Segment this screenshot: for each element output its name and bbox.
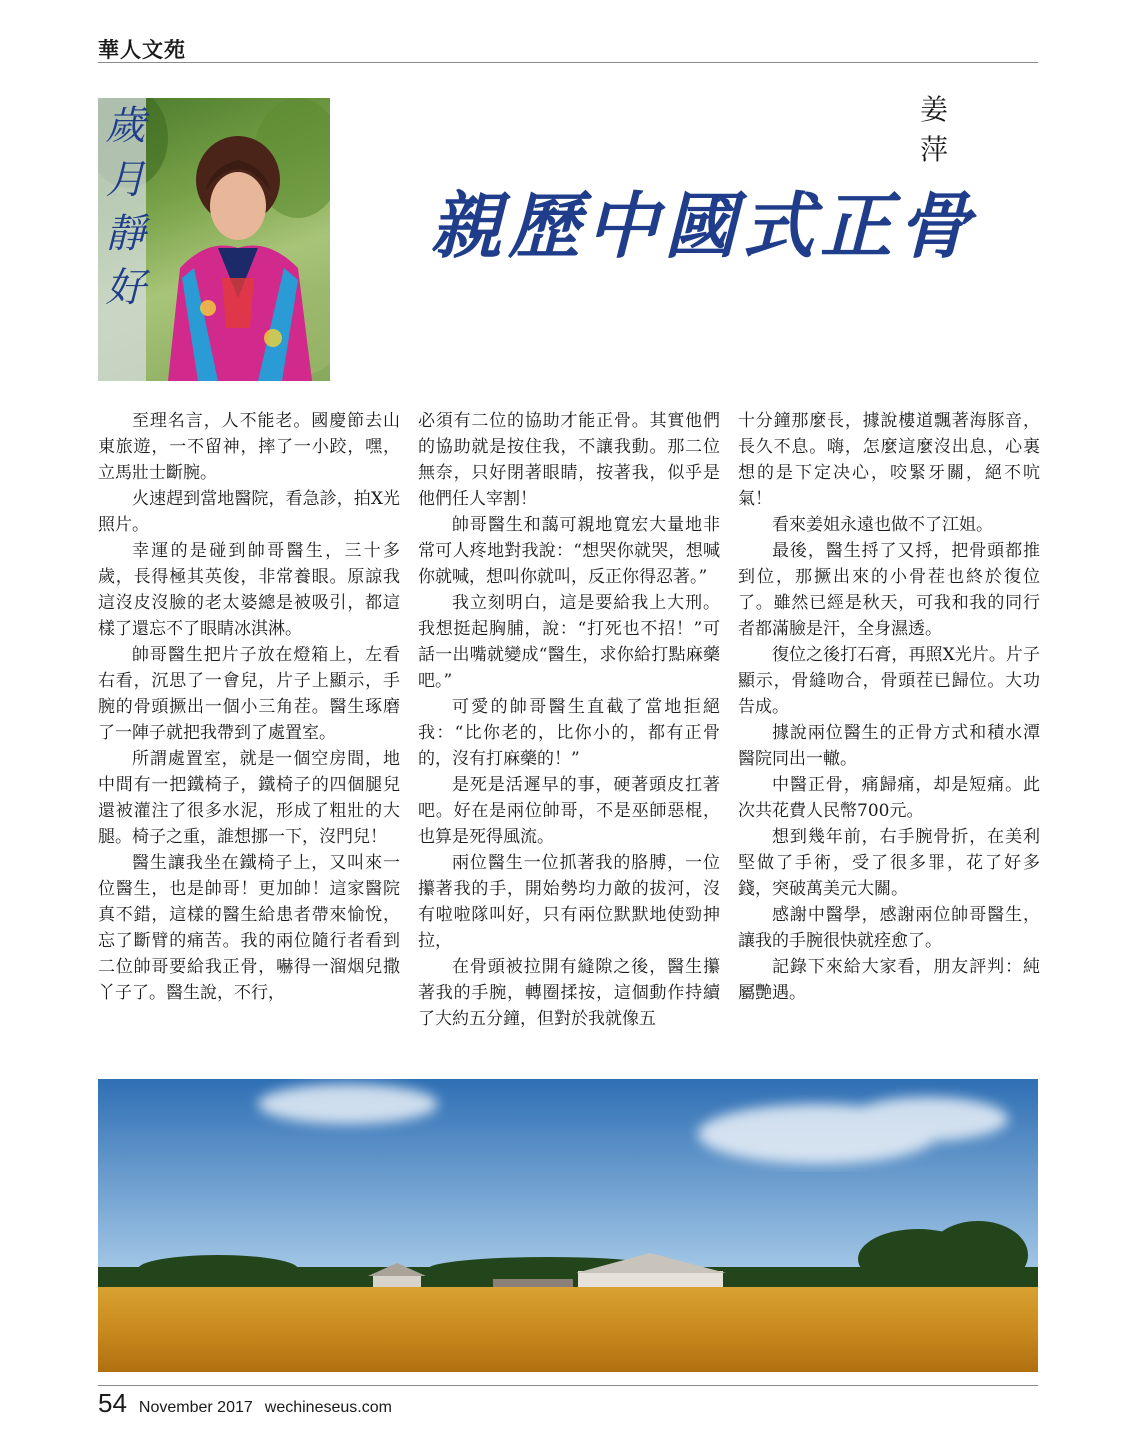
series-title: 歲月靜好 [99, 104, 145, 320]
paragraph: 所謂處置室，就是一個空房間，地中間有一把鐵椅子，鐵椅子的四個腿兒還被灌注了很多水泥，形成了粗壯的大腿。椅子之重，誰想挪一下，沒門兒！ [98, 749, 400, 847]
paragraph: 看來姜姐永遠也做不了江姐。 [772, 515, 993, 535]
paragraph: 幸運的是碰到帥哥醫生，三十多歲，長得極其英俊，非常養眼。原諒我這沒皮沒臉的老太婆總是被吸引，都這樣了還忘不了眼睛冰淇淋。 [98, 541, 400, 639]
page-footer [98, 1388, 392, 1419]
paragraph: 想到幾年前，右手腕骨折，在美利堅做了手術，受了很多罪，花了好多錢，突破萬美元大關。 [738, 827, 1040, 899]
paragraph: 最後，醫生捋了又捋，把骨頭都推到位，那撅出來的小骨茬也終於復位了。雖然已經是秋天，可我和我的同行者都滿臉是汗，全身濕透。 [738, 541, 1040, 639]
text-column-2 [418, 408, 720, 1032]
paragraph: 帥哥醫生把片子放在燈箱上，左看右看，沉思了一會兒，片子上顯示，手腕的骨頭撅出一個小三角茬。醫生琢磨了一陣子就把我帶到了處置室。 [98, 645, 400, 743]
paragraph: 感謝中醫學，感謝兩位帥哥醫生，讓我的手腕很快就痊愈了。 [738, 905, 1040, 951]
paragraph: 兩位醫生一位抓著我的胳膊，一位攥著我的手，開始勢均力敵的拔河，沒有啦啦隊叫好，只有兩位默默地使勁抻拉， [418, 853, 720, 951]
farm-landscape-photo [98, 1079, 1038, 1372]
paragraph: 火速趕到當地醫院，看急診，拍X光照片。 [98, 489, 400, 535]
page-number: 54 [98, 1388, 127, 1418]
paragraph: 可愛的帥哥醫生直截了當地拒絕我：“比你老的，比你小的，都有正骨的，沒有打麻藥的！” [418, 697, 720, 769]
footer-divider [98, 1385, 1038, 1386]
paragraph: 是死是活遲早的事，硬著頭皮扛著吧。好在是兩位帥哥，不是巫師惡棍，也算是死得風流。 [418, 775, 720, 847]
paragraph: 至理名言，人不能老。國慶節去山東旅遊，一不留神，摔了一小跤，嘿，立馬壯士斷腕。 [98, 411, 400, 483]
paragraph: 在骨頭被拉開有縫隙之後，醫生攥著我的手腕，轉圈揉按，這個動作持續了大約五分鐘，但對於我就像五 [418, 957, 720, 1029]
article-title: 親歷中國式正骨 [430, 183, 977, 268]
series-title-strip [98, 98, 146, 381]
header-divider [98, 62, 1038, 63]
text-column-1 [98, 408, 400, 1032]
author-photo [98, 98, 330, 381]
farm-landscape-illustration [98, 1079, 1038, 1372]
paragraph: 我立刻明白，這是要給我上大刑。我想挺起胸脯，說：“打死也不招！”可話一出嘴就變成“醫生，求你給打點麻藥吧。” [418, 593, 720, 691]
paragraph: 復位之後打石膏，再照X光片。片子顯示，骨縫吻合，骨頭茬已歸位。大功告成。 [738, 645, 1040, 717]
author-name: 姜 萍 [920, 93, 971, 166]
paragraph: 據說兩位醫生的正骨方式和積水潭醫院同出一轍。 [738, 723, 1040, 769]
paragraph: 十分鐘那麼長，據說樓道飄著海豚音，長久不息。嗨，怎麼這麼沒出息，心裏想的是下定决心，咬緊牙關，絕不吭氣！ [738, 411, 1040, 509]
paragraph: 帥哥醫生和藹可親地寬宏大量地非常可人疼地對我說：“想哭你就哭，想喊你就喊，想叫你就叫，反正你得忍著。” [418, 515, 720, 587]
paragraph: 醫生讓我坐在鐵椅子上，又叫來一位醫生，也是帥哥！更加帥！這家醫院真不錯，這樣的醫生給患者帶來愉悅，忘了斷臂的痛苦。我的兩位隨行者看到二位帥哥要給我正骨，嚇得一溜烟兒撒丫子了。醫生說，不行， [98, 853, 400, 1003]
website-url: wechineseus.com [264, 1399, 392, 1416]
paragraph: 記錄下來給大家看，朋友評判：純屬艷遇。 [738, 957, 1040, 1003]
text-column-3 [738, 408, 1040, 1032]
paragraph: 中醫正骨，痛歸痛，却是短痛。此次共花費人民幣700元。 [738, 775, 1040, 821]
section-label: 華人文苑 [98, 37, 186, 62]
article-body [98, 408, 1040, 1032]
issue-date: November 2017 [138, 1399, 253, 1416]
paragraph: 必須有二位的協助才能正骨。其實他們的協助就是按住我，不讓我動。那二位無奈，只好閉著眼睛，按著我，似乎是他們任人宰割！ [418, 411, 720, 509]
